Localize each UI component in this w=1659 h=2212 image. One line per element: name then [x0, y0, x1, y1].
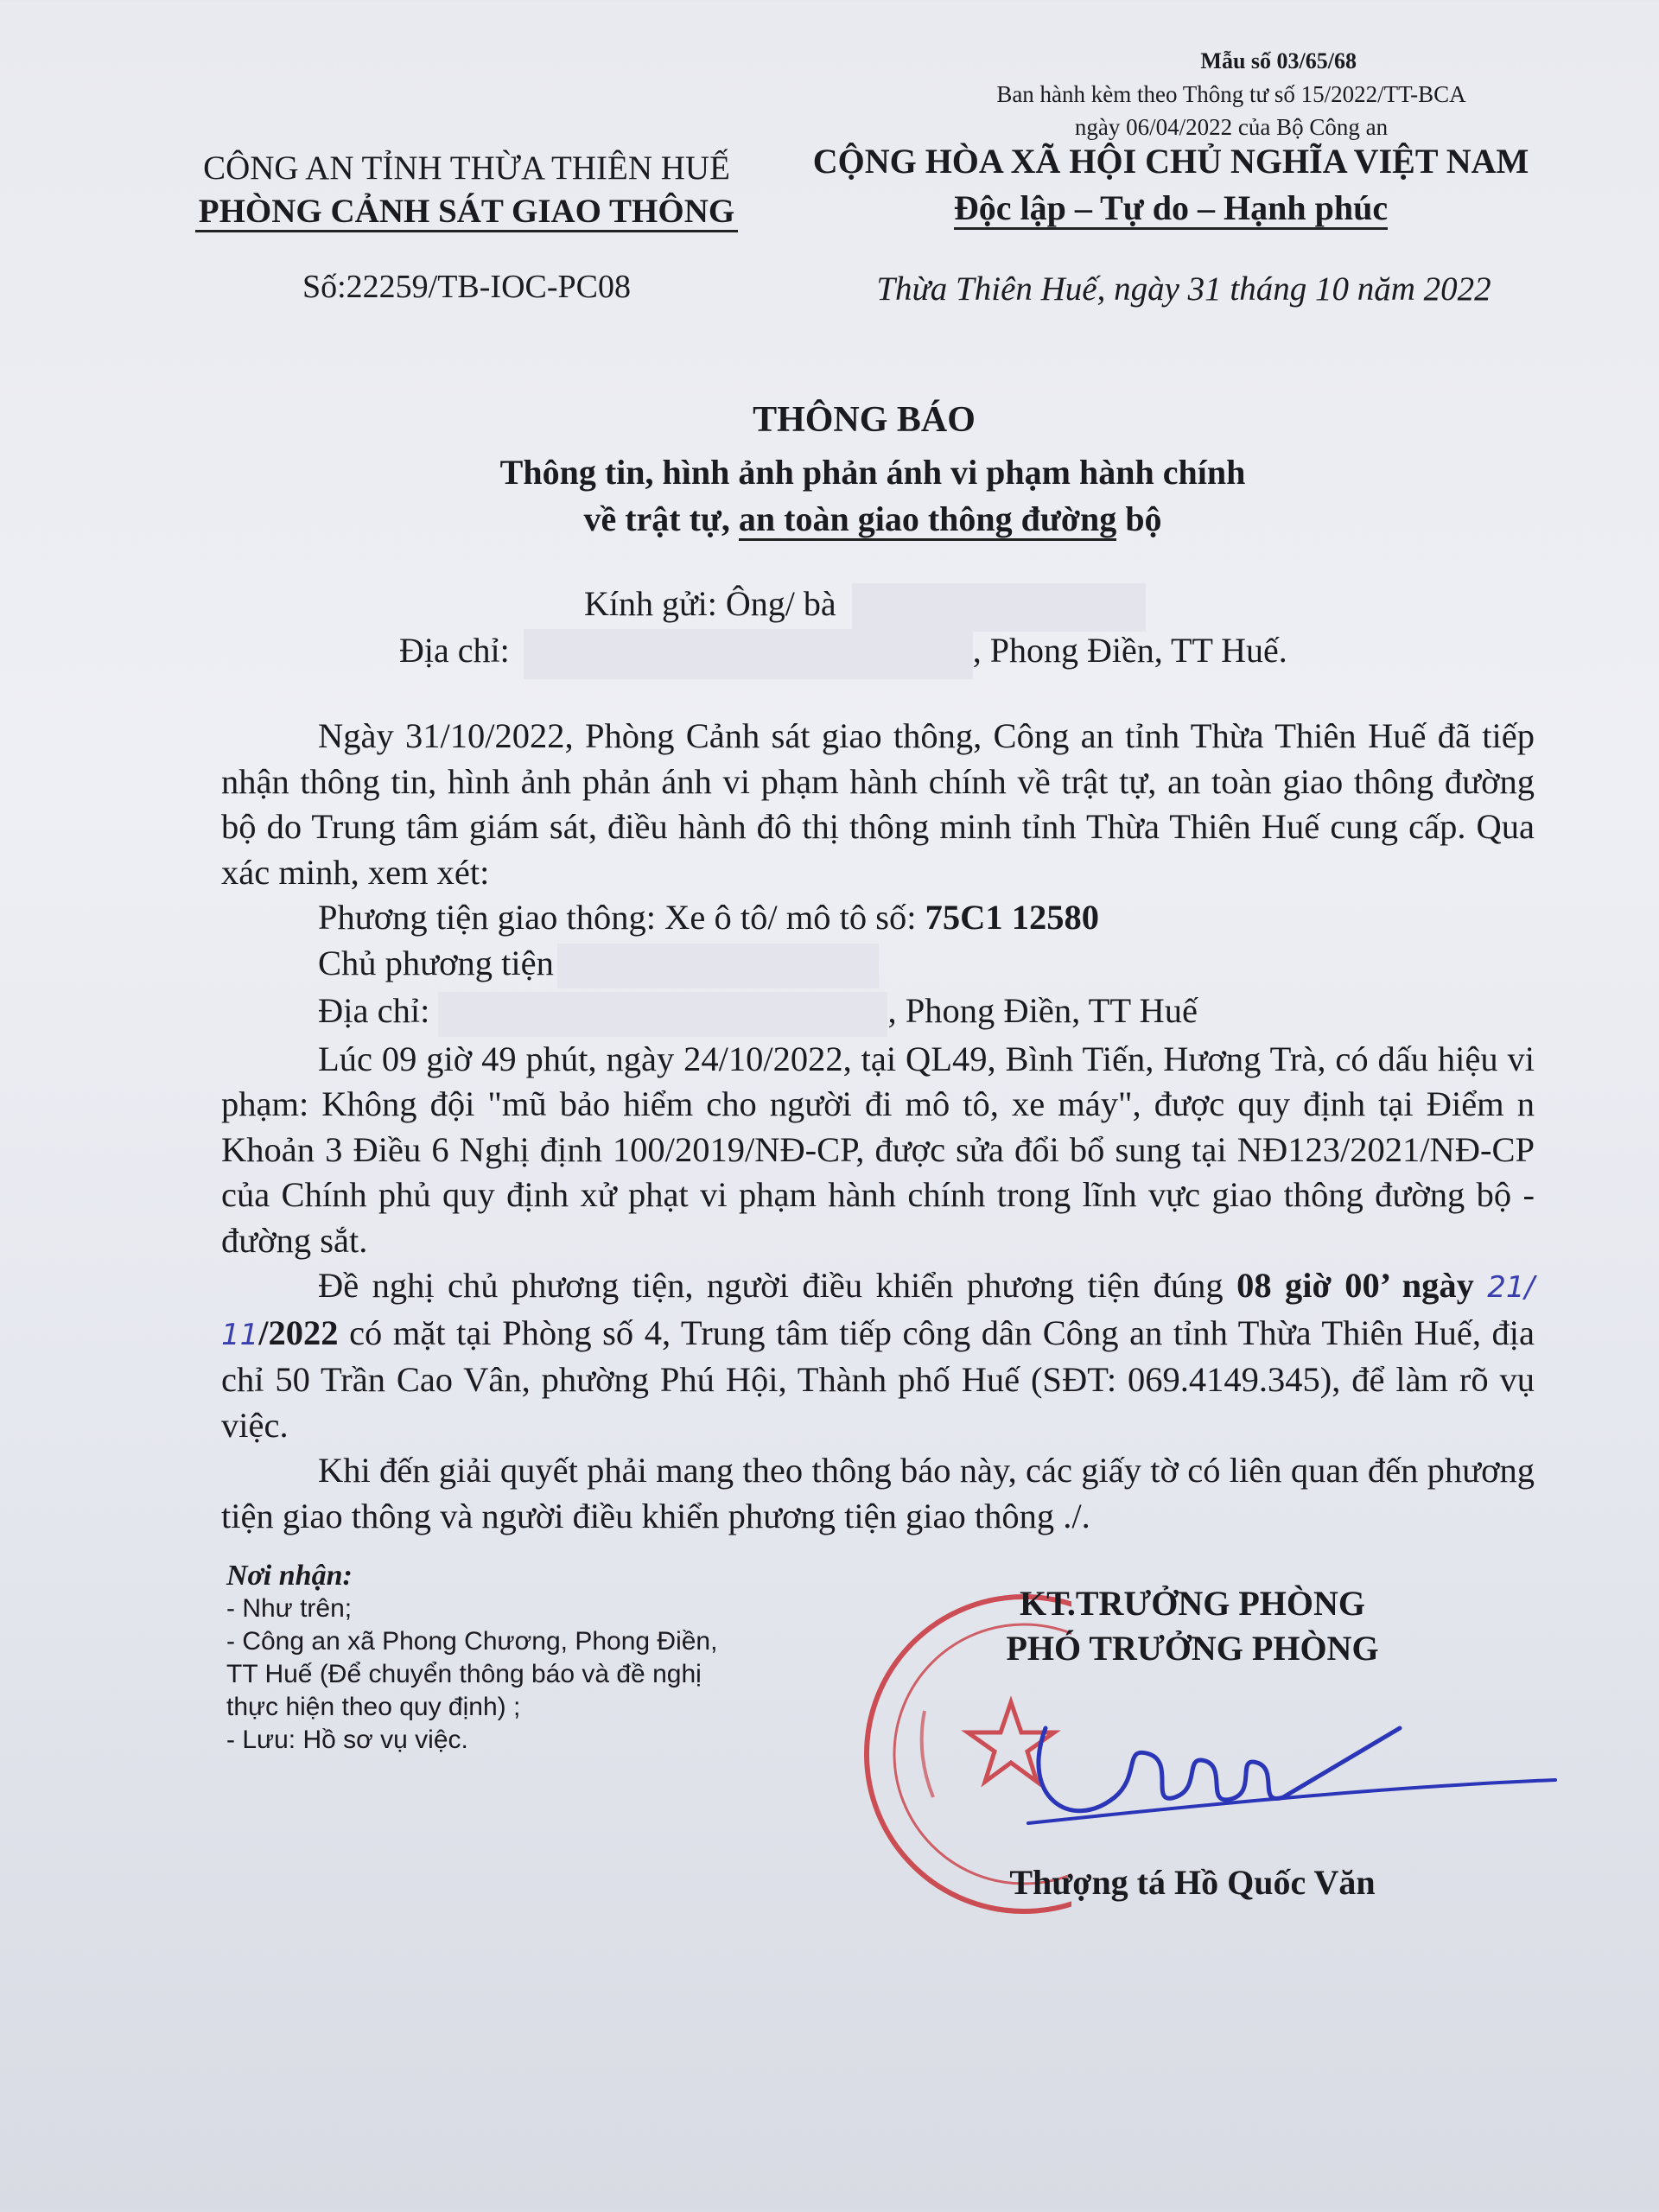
redacted-owner [557, 944, 879, 988]
agency-parent: CÔNG AN TỈNH THỪA THIÊN HUẾ [203, 149, 730, 187]
document-subtitle [0, 449, 1659, 543]
signer-title-line-1: KT.TRƯỞNG PHÒNG [1020, 1584, 1365, 1623]
national-motto: Độc lập – Tự do – Hạnh phúc [954, 188, 1388, 230]
distribution-item: - Lưu: Hồ sơ vụ việc. [226, 1726, 468, 1754]
signer-title [942, 1581, 1443, 1671]
subtitle-line-2: về trật tự, an toàn giao thông đường bộ [0, 496, 1659, 543]
redacted-owner-address [438, 992, 887, 1037]
violation-paragraph: Lúc 09 giờ 49 phút, ngày 24/10/2022, tại QL49, Bình Tiến, Hương Trà, có dấu hiệu vi phạm: Không đội "mũ bảo hiểm cho người đi mô tô, xe máy", được quy định tại Điểm n Khoản 3 Điều 6 Nghị định 100/2019/NĐ-CP, được sửa đổi bổ sung tại NĐ123/2021/NĐ-CP của Chính phủ quy định xử phạt vi phạm hành chính trong lĩnh vực giao thông đường bộ - đường sắt. [221, 1039, 1535, 1260]
document-number: Số:22259/TB-IOC-PC08 [302, 269, 632, 305]
closing-paragraph: Khi đến giải quyết phải mang theo thông báo này, các giấy tờ có liên quan đến phương tiện giao thông và người điều khiển phương tiện giao thông ./. [221, 1451, 1535, 1535]
owner-line: Chủ phương tiện [221, 941, 1535, 989]
republic-name: CỘNG HÒA XÃ HỘI CHỦ NGHĨA VIỆT NAM [812, 142, 1529, 181]
decree-line-1: Ban hành kèm theo Thông tư số 15/2022/TT-BCA [996, 81, 1466, 107]
national-header [782, 138, 1560, 232]
handwritten-day-month: 21/ 11 [221, 1270, 1535, 1352]
issuing-agency [173, 147, 760, 233]
distribution-item: - Công an xã Phong Chương, Phong Điền, TT Huế (Để chuyển thông báo và đề nghị thực hiện theo quy định) ; [226, 1627, 718, 1721]
address-suffix: , Phong Điền, TT Huế. [972, 631, 1287, 671]
decree-reference [916, 78, 1547, 143]
date-line: Thừa Thiên Huế, ngày 31 tháng 10 năm 2022 [876, 270, 1491, 308]
notice-body [221, 714, 1535, 1539]
redacted-name [852, 583, 1146, 632]
agency-department: PHÒNG CẢNH SÁT GIAO THÔNG [195, 193, 738, 232]
owner-address-line: Địa chỉ: , Phong Điền, TT Huế [221, 988, 1535, 1037]
appointment-time: 08 giờ 00’ ngày [1236, 1266, 1474, 1306]
decree-line-2: ngày 06/04/2022 của Bộ Công an [1074, 114, 1389, 140]
vehicle-line: Phương tiện giao thông: Xe ô tô/ mô tô số: 75C1 12580 [318, 898, 1099, 937]
distribution-heading: Nơi nhận: [226, 1560, 353, 1592]
recipient-line [584, 583, 1146, 632]
signer-title-line-2: PHÓ TRƯỞNG PHÒNG [1006, 1629, 1379, 1668]
subtitle-line-1: Thông tin, hình ảnh phản ánh vi phạm hành chính [499, 453, 1246, 492]
recipient-label: Kính gửi: Ông/ bà [584, 584, 836, 624]
summons-paragraph: Đề nghị chủ phương tiện, người điều khiển phương tiện đúng 08 giờ 00’ ngày 21/ 11/2022 có mặt tại Phòng số 4, Trung tâm tiếp công dân Công an tỉnh Thừa Thiên Huế, địa chỉ 50 Trần Cao Vân, phường Phú Hội, Thành phố Huế (SĐT: 069.4149.345), để làm rõ vụ việc. [221, 1266, 1535, 1445]
document-title: THÔNG BÁO [753, 400, 976, 440]
form-code: Mẫu số 03/65/68 [1200, 48, 1357, 73]
license-plate: 75C1 12580 [925, 898, 1099, 937]
appointment-year: /2022 [258, 1313, 339, 1352]
distribution-item: - Như trên; [226, 1594, 353, 1623]
intro-paragraph: Ngày 31/10/2022, Phòng Cảnh sát giao thông, Công an tỉnh Thừa Thiên Huế đã tiếp nhận thông tin, hình ảnh phản ánh vi phạm hành chính về trật tự, an toàn giao thông đường bộ do Trung tâm giám sát, điều hành đô thị thông minh tỉnh Thừa Thiên Huế cung cấp. Qua xác minh, xem xét: [221, 716, 1535, 892]
recipient-address-line [399, 629, 1287, 679]
redacted-address [524, 629, 973, 679]
handwritten-signature [1020, 1694, 1573, 1849]
signer-name: Thượng tá Hồ Quốc Văn [1009, 1863, 1376, 1902]
distribution-list [226, 1560, 831, 1757]
address-label: Địa chỉ: [399, 631, 510, 671]
